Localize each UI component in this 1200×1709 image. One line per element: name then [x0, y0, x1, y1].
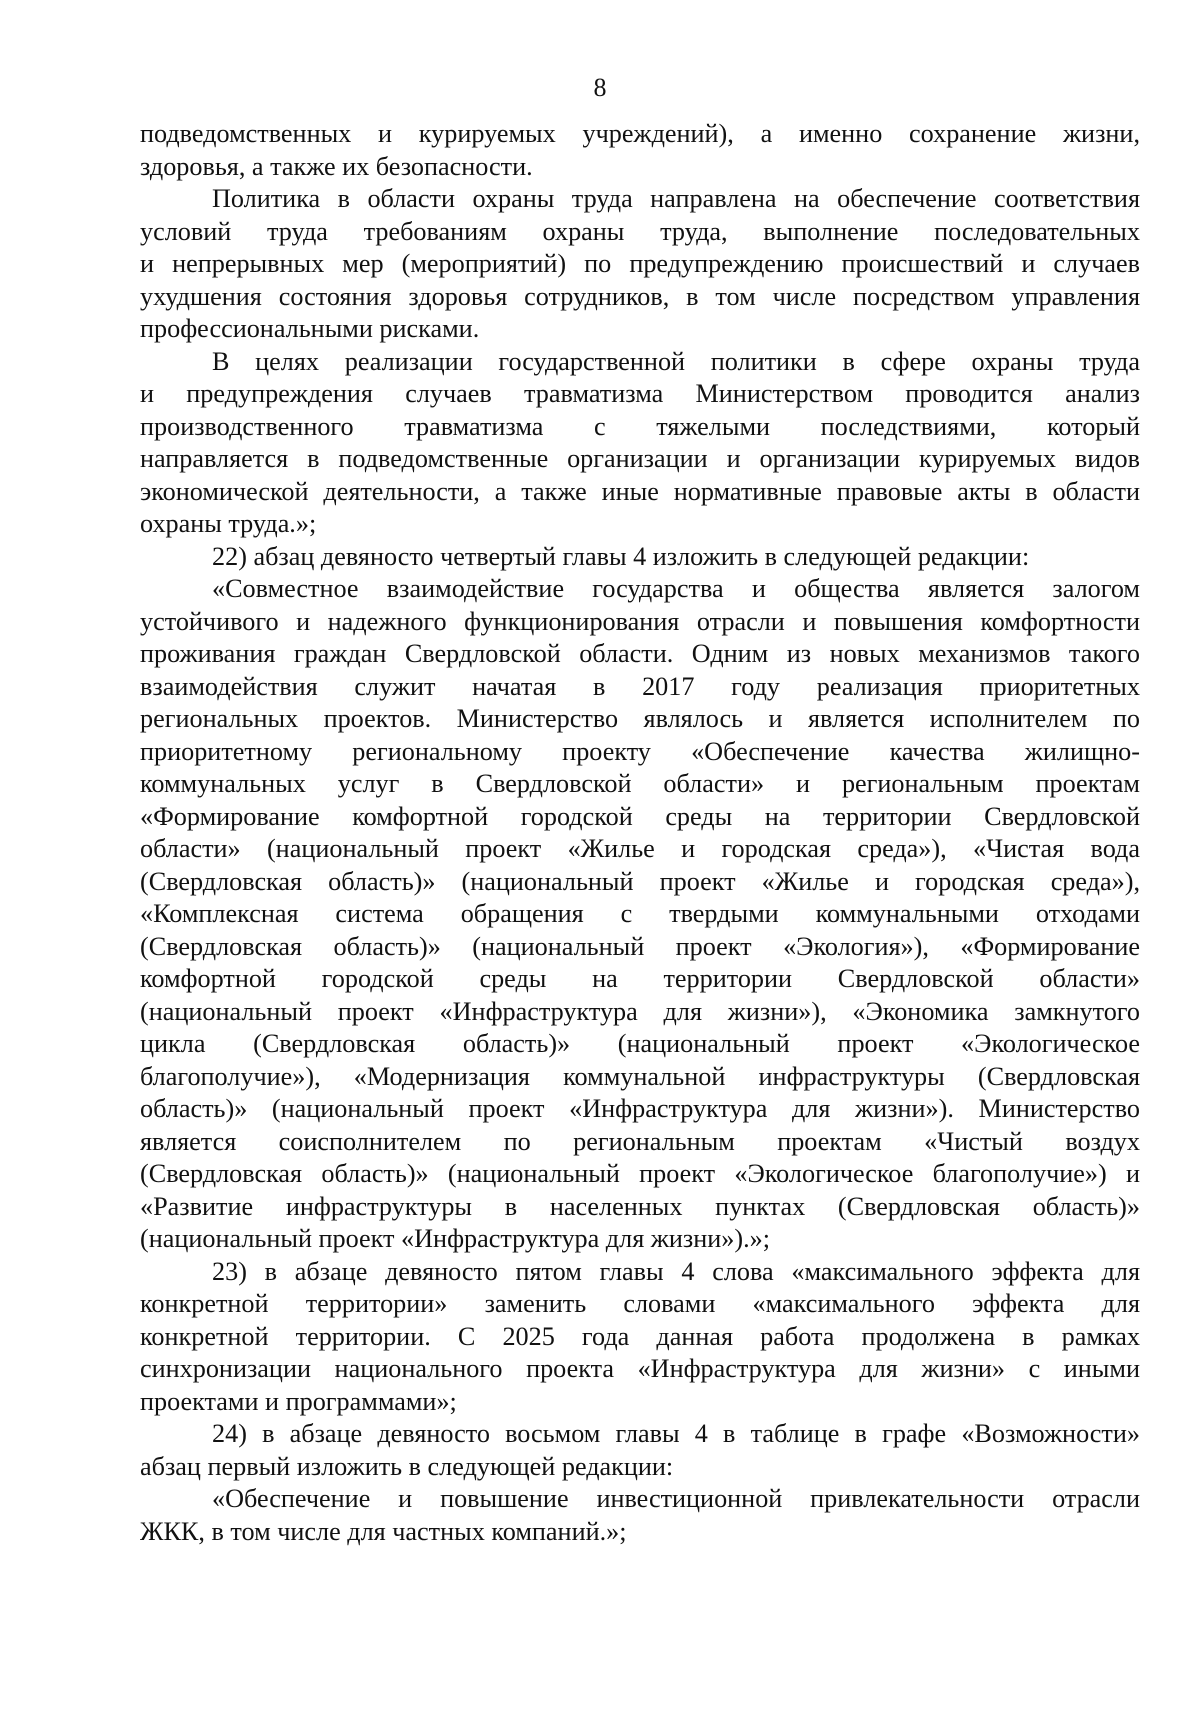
text-line: коммунальных услуг в Свердловской области» и региональным проектам	[140, 769, 1140, 798]
text-line: и предупреждения случаев травматизма Министерством проводится анализ	[140, 379, 1140, 408]
text-line: абзац первый изложить в следующей редакции:	[140, 1451, 674, 1481]
text-line: 24) в абзаце девяносто восьмом главы 4 в таблице в графе «Возможности»	[212, 1419, 1140, 1448]
text-line: Политика в области охраны труда направлена на обеспечение соответствия	[212, 184, 1140, 213]
text-line: проектами и программами»;	[140, 1386, 457, 1416]
document-body	[140, 118, 1140, 1548]
text-line: производственного травматизма с тяжелыми последствиями, который	[140, 411, 1140, 441]
text-line: «Обеспечение и повышение инвестиционной привлекательности отрасли	[212, 1484, 1140, 1513]
text-line: ухудшения состояния здоровья сотрудников, в том числе посредством управления	[140, 281, 1140, 311]
text-line: устойчивого и надежного функционирования отрасли и повышения комфортности	[140, 606, 1140, 636]
text-line: комфортной городской среды на территории Свердловской области»	[140, 964, 1140, 993]
text-line: (национальный проект «Инфраструктура для жизни»), «Экономика замкнутого	[140, 996, 1140, 1026]
text-line: взаимодействия служит начатая в 2017 году реализация приоритетных	[140, 671, 1140, 701]
text-line: синхронизации национального проекта «Инфраструктура для жизни» с иными	[140, 1354, 1140, 1383]
text-line: (национальный проект «Инфраструктура для жизни»).»;	[140, 1224, 771, 1253]
text-line: охраны труда.»;	[140, 509, 317, 538]
text-line: здоровья, а также их безопасности.	[140, 151, 533, 181]
text-line: цикла (Свердловская область)» (национальный проект «Экологическое	[140, 1029, 1140, 1058]
text-line: является соисполнителем по региональным проектам «Чистый воздух	[140, 1126, 1140, 1156]
text-line: область)» (национальный проект «Инфраструктура для жизни»). Министерство	[140, 1094, 1140, 1123]
text-line: направляется в подведомственные организации и организации курируемых видов	[140, 444, 1140, 473]
text-line: (Свердловская область)» (национальный проект «Экологическое благополучие») и	[140, 1159, 1140, 1188]
text-line: области» (национальный проект «Жилье и городская среда»), «Чистая вода	[140, 834, 1140, 863]
text-line: благополучие»), «Модернизация коммунальной инфраструктуры (Свердловская	[140, 1061, 1140, 1091]
text-line: и непрерывных мер (мероприятий) по предупреждению происшествий и случаев	[140, 249, 1140, 278]
text-line: В целях реализации государственной политики в сфере охраны труда	[212, 346, 1140, 376]
text-line: 23) в абзаце девяносто пятом главы 4 слова «максимального эффекта для	[212, 1256, 1140, 1286]
text-line: условий труда требованиям охраны труда, выполнение последовательных	[140, 216, 1140, 246]
text-line: (Свердловская область)» (национальный проект «Жилье и городская среда»),	[140, 866, 1140, 896]
text-line: «Развитие инфраструктуры в населенных пунктах (Свердловская область)»	[140, 1191, 1140, 1221]
text-line: подведомственных и курируемых учреждений), а именно сохранение жизни,	[140, 119, 1140, 148]
text-line: региональных проектов. Министерство являлось и является исполнителем по	[140, 704, 1140, 733]
text-line: (Свердловская область)» (национальный проект «Экология»), «Формирование	[140, 931, 1140, 961]
text-line: «Совместное взаимодействие государства и общества является залогом	[212, 574, 1140, 603]
text-line: «Формирование комфортной городской среды на территории Свердловской	[140, 801, 1140, 831]
text-line: приоритетному региональному проекту «Обеспечение качества жилищно-	[140, 736, 1140, 766]
text-line: конкретной территории» заменить словами «максимального эффекта для	[140, 1289, 1140, 1318]
text-line: «Комплексная система обращения с твердыми коммунальными отходами	[140, 899, 1140, 928]
text-line: конкретной территории. С 2025 года данная работа продолжена в рамках	[140, 1321, 1140, 1351]
page-number: 8	[593, 73, 607, 102]
text-line: профессиональными рисками.	[140, 314, 480, 343]
text-line: 22) абзац девяносто четвертый главы 4 изложить в следующей редакции:	[212, 541, 1030, 571]
text-line: экономической деятельности, а также иные нормативные правовые акты в области	[140, 476, 1140, 506]
text-line: ЖКК, в том числе для частных компаний.»;	[140, 1516, 627, 1546]
text-line: проживания граждан Свердловской области. Одним из новых механизмов такого	[140, 639, 1140, 668]
